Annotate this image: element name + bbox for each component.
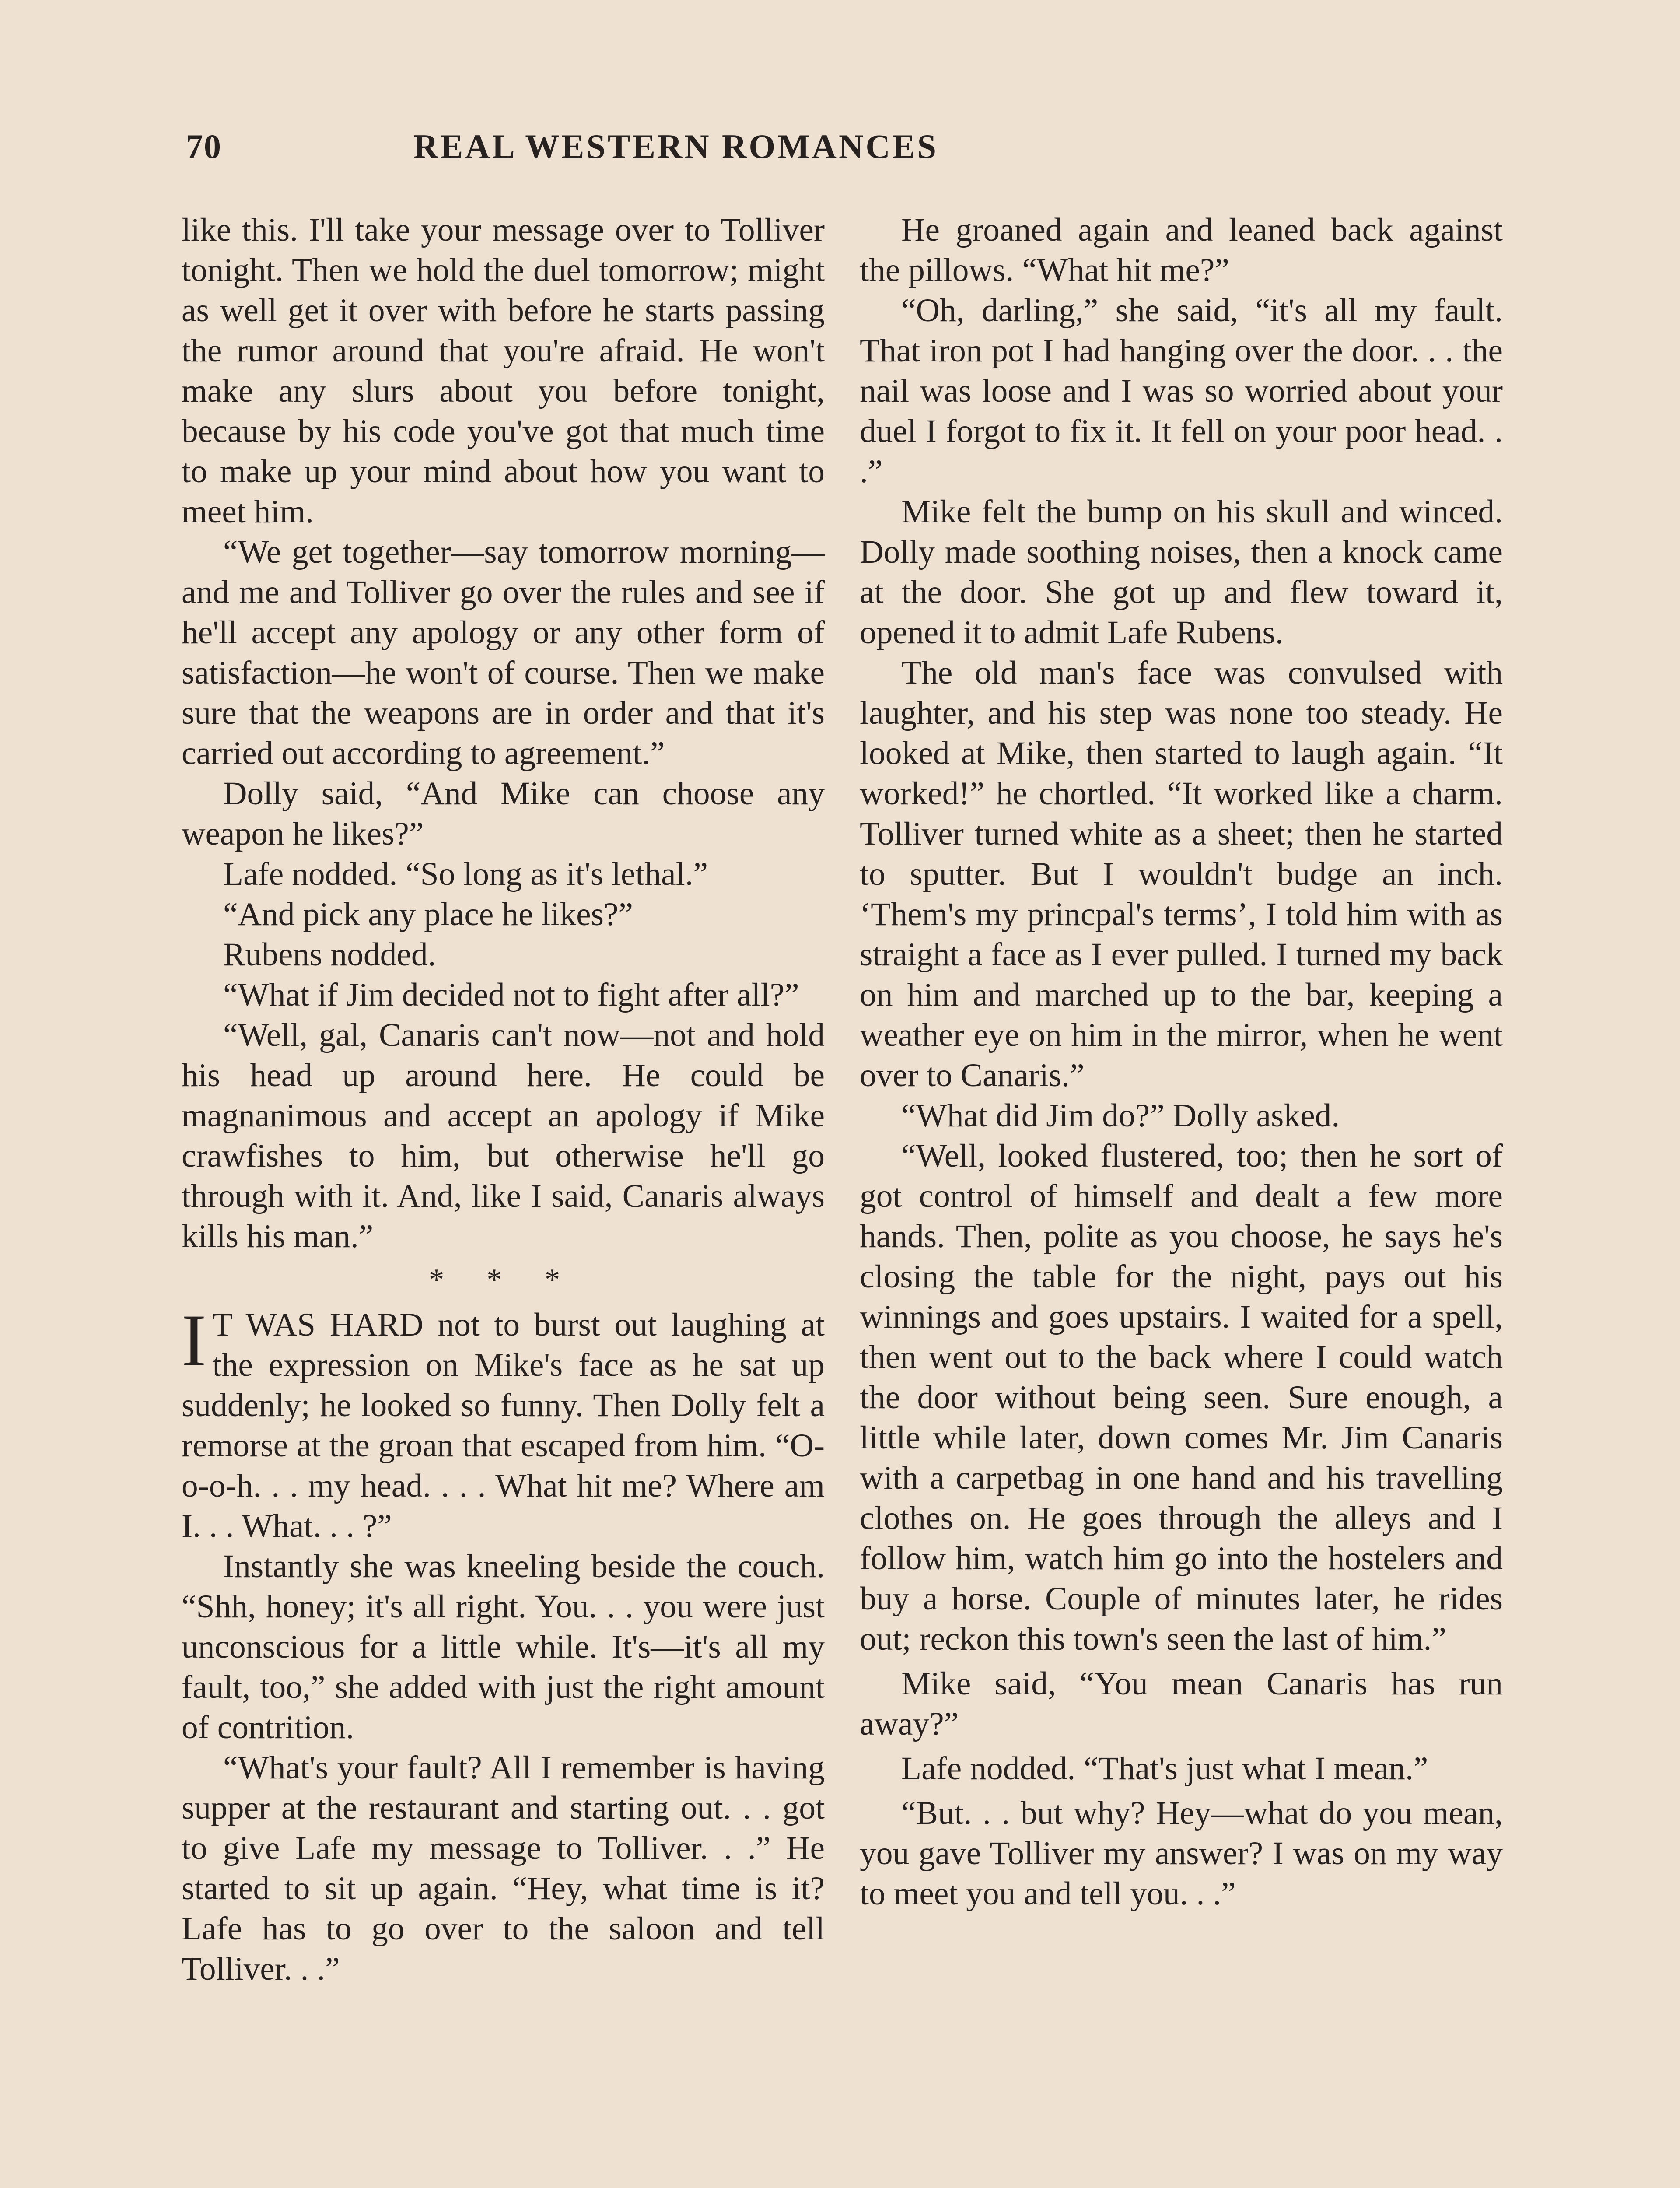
- page-header: [186, 127, 1140, 175]
- paragraph: “Well, gal, Canaris can't now—not and hold his head up around here. He could be magnanimous and accept an apology if Mike crawfishes to him, but otherwise he'll go through with it. And, like I said, Canaris always kills his man.”: [182, 1017, 825, 1255]
- paragraph: “And pick any place he likes?”: [223, 896, 634, 933]
- paragraph: like this. I'll take your message over to Tolliver tonight. Then we hold the duel tomorrow; might as well get it over with before he starts passing the rumor around that you're afraid. He won't make any slurs about you before tonight, because by his code you've got that much time to make up your mind about how you want to meet him.: [182, 212, 825, 530]
- paragraph: He groaned again and leaned back against the pillows. “What hit me?”: [860, 212, 1503, 288]
- paragraph: Lafe nodded. “So long as it's lethal.”: [223, 856, 708, 892]
- paragraph: Instantly she was kneeling beside the couch. “Shh, honey; it's all right. You. . . you were just unconscious for a little while. It's—it's all my fault, too,” she added with just the right amount of contrition.: [182, 1548, 825, 1746]
- paragraph: “We get together—say tomorrow morning—and me and Tolliver go over the rules and see if he'll accept any apology or any other form of satisfaction—he won't of course. Then we make sure that the weapons are in order and that it's carried out according to agreement.”: [182, 534, 825, 771]
- section-start-paragraph: [182, 1299, 825, 1546]
- paragraph: “What did Jim do?” Dolly asked.: [901, 1098, 1340, 1134]
- paragraph: “But. . . but why? Hey—what do you mean, you gave Tolliver my answer? I was on my way to meet you and tell you. . .”: [860, 1795, 1503, 1912]
- drop-cap: I: [182, 1299, 206, 1382]
- paragraph: Rubens nodded.: [223, 936, 436, 973]
- paragraph: “What's your fault? All I remember is having supper at the restaurant and starting out. . . got to give Lafe my message to Tolliver. . .” He started to sit up again. “Hey, what time is it? Lafe has to go over to the saloon and tell Tolliver. . .”: [182, 1750, 825, 1987]
- left-column: [182, 210, 825, 1989]
- paragraph: Mike said, “You mean Canaris has run away?”: [860, 1666, 1503, 1742]
- section-break: * * *: [429, 1263, 578, 1297]
- paragraph: “What if Jim decided not to fight after all?”: [223, 977, 799, 1013]
- page-number: 70: [186, 127, 222, 165]
- section-start-text: T WAS HARD not to burst out laughing at the expression on Mike's face as he sat up suddenly; he looked so funny. Then Dolly felt a remorse at the groan that escaped from him. “O-o-o-h. . . my head. . . . What hit me? Where am I. . . What. . . ?”: [182, 1307, 825, 1544]
- paragraph: “Oh, darling,” she said, “it's all my fault. That iron pot I had hanging over the door. . . the nail was loose and I was so worried about your duel I forgot to fix it. It fell on your poor head. . .”: [860, 292, 1503, 490]
- right-column: [860, 210, 1503, 1914]
- paragraph: The old man's face was convulsed with laughter, and his step was none too steady. He looked at Mike, then started to laugh again. “It worked!” he chortled. “It worked like a charm. Tolliver turned white as a sheet; then he started to sputter. But I wouldn't budge an inch. ‘Them's my princpal's terms’, I told him with as straight a face as I ever pulled. I turned my back on him and marched up to the bar, keeping a weather eye on him in the mirror, when he went over to Canaris.”: [860, 655, 1503, 1094]
- running-title: REAL WESTERN ROMANCES: [413, 127, 939, 165]
- paragraph: Dolly said, “And Mike can choose any weapon he likes?”: [182, 775, 825, 852]
- paragraph: Mike felt the bump on his skull and winced. Dolly made soothing noises, then a knock came at the door. She got up and flew toward it, opened it to admit Lafe Rubens.: [860, 494, 1503, 651]
- paragraph: “Well, looked flustered, too; then he sort of got control of himself and dealt a few more hands. Then, polite as you choose, he says he's closing the table for the night, pays out his winnings and goes upstairs. I waited for a spell, then went out to the back where I could watch the door without being seen. Sure enough, a little while later, down comes Mr. Jim Canaris with a carpetbag in one hand and his travelling clothes on. He goes through the alleys and I follow him, watch him go into the hostelers and buy a horse. Couple of minutes later, he rides out; reckon this town's seen the last of him.”: [860, 1138, 1503, 1657]
- paragraph: Lafe nodded. “That's just what I mean.”: [901, 1750, 1428, 1787]
